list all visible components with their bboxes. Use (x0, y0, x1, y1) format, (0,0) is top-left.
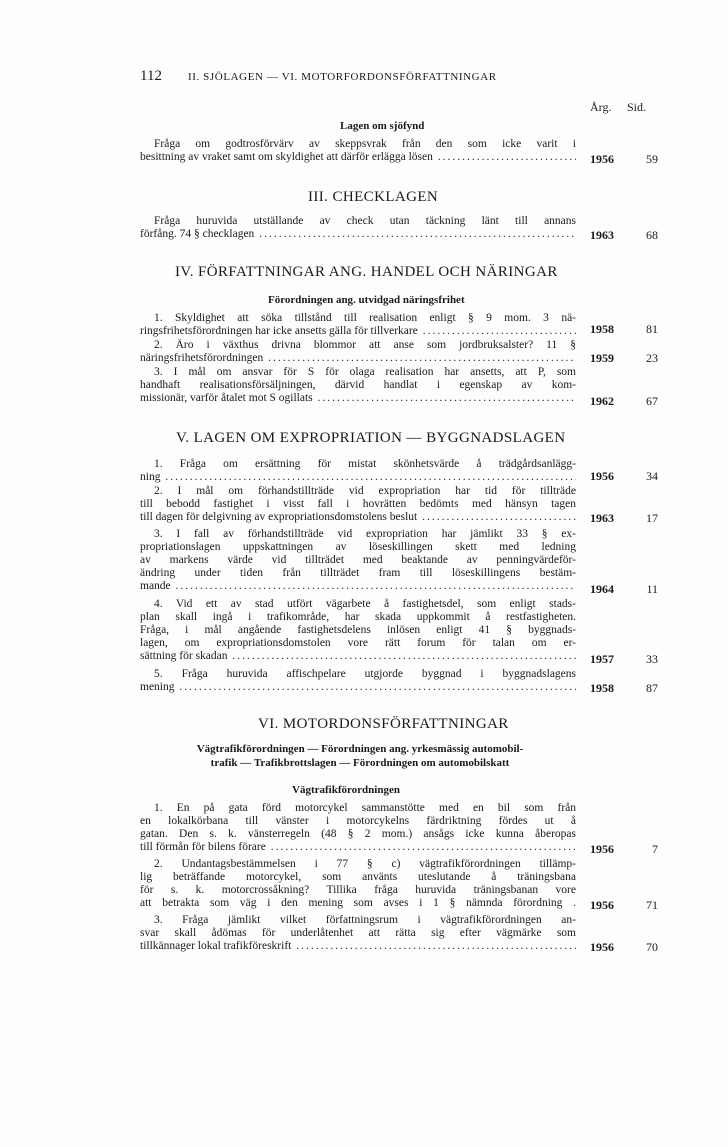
entry-page: 23 (646, 351, 658, 365)
entry-line: tillkännager lokal trafikföreskrift ..... (140, 940, 576, 953)
entry-year: 1956 (590, 940, 614, 954)
subsection-heading: Lagen om sjöfynd (340, 120, 425, 132)
entry-line: till bebodd fastighet i visst fall i hovrätten bedömts med hänsyn tagen (140, 498, 576, 510)
subsection-heading: Förordningen ang. utvidgad näringsfrihet (268, 294, 465, 306)
list-item (140, 366, 576, 405)
entry-line: Fråga om godtrosförvärv av skeppsvrak från den som icke varit i (154, 138, 576, 150)
running-title: II. SJÖLAGEN — VI. MOTORFORDONSFÖRFATTNINGAR (187, 71, 497, 83)
entry-page: 87 (646, 681, 658, 695)
section-title: IV. FÖRFATTNINGAR ANG. HANDEL OCH NÄRINGAR (175, 264, 558, 280)
list-item (140, 458, 576, 484)
list-item (140, 598, 576, 663)
entry-line: svar skall ådömas för underlåtenhet att rätta sig efter vägmärke som (140, 927, 576, 939)
entry-year: 1956 (590, 152, 614, 166)
entry-line: 1. Skyldighet att söka tillstånd till realisation enligt § 9 mom. 3 nä- (154, 312, 576, 324)
list-item (140, 312, 576, 338)
entry-line: 5. Fråga huruvida affischpelare utgjorde byggnad i byggnadslagens (154, 668, 576, 680)
list-item (140, 914, 576, 953)
list-item (140, 802, 576, 854)
subhead-line: trafik — Trafikbrottslagen — Förordningen om automobilskatt (210, 757, 510, 769)
entry-year: 1962 (590, 394, 614, 408)
entry-page: 68 (646, 228, 658, 242)
entry-line: propriationslagen uppskattningen av löseskillingen skett med ledning (140, 541, 576, 553)
entry-line: plan skall ingå i trafikområde, har skada uppkommit å restfastigheten. (140, 611, 576, 623)
entry-line: 4. Vid ett av stad utfört vägarbete å fastighetsdel, som enligt stads- (154, 598, 576, 610)
entry-line: 3. Fråga jämlikt vilket författningsrum i vägtrafikförordningen an- (154, 914, 576, 926)
entry-line: 2. I mål om förhandstillträde vid expropriation har tid för tillträde (154, 485, 576, 497)
entry-line: 2. Undantagsbestämmelsen i 77 § c) vägtrafikförordningen tillämp- (154, 858, 576, 870)
entry-page: 34 (646, 469, 658, 483)
section-title: VI. MOTORDONSFÖRFATTNINGAR (258, 716, 509, 732)
entry-line: till förmån för bilens förare ..... (140, 841, 576, 854)
page-number: 112 (140, 68, 162, 84)
entry-line: 2. Äro i växthus drivna blommor att anse som jordbruksalster? 11 § (154, 339, 576, 351)
entry-line: missionär, varför åtalet mot S ogillats ..... (140, 392, 576, 405)
entry-line: handhaft realisationsförsäljningen, därvid handlat i egenskap av kom- (140, 379, 576, 391)
entry-year: 1957 (590, 652, 614, 666)
entry-page: 7 (652, 842, 658, 856)
entry-page: 67 (646, 394, 658, 408)
entry-year: 1958 (590, 681, 614, 695)
list-item (140, 138, 576, 164)
entry-line: lagen, om expropriationsdomstolen vore rätt forum för talan om er- (140, 637, 576, 649)
entry-year: 1963 (590, 511, 614, 525)
section-title: V. LAGEN OM EXPROPRIATION — BYGGNADSLAGEN (176, 430, 566, 446)
list-item (140, 215, 576, 241)
subhead-line: Vägtrafikförordningen — Förordningen ang. yrkesmässig automobil- (196, 743, 524, 755)
list-item (140, 485, 576, 524)
entry-page: 70 (646, 940, 658, 954)
list-item (140, 339, 576, 365)
entry-page: 71 (646, 898, 658, 912)
entry-year: 1956 (590, 842, 614, 856)
entry-line: förfång. 74 § checklagen ..... (140, 228, 576, 241)
entry-page: 59 (646, 152, 658, 166)
entry-page: 17 (646, 511, 658, 525)
entry-year: 1956 (590, 469, 614, 483)
entry-line: mening ..... (140, 681, 576, 694)
entry-line: ändring under tiden från tillträdet fram till löseskillingens bestäm- (140, 567, 576, 579)
subsection-heading: Vägtrafikförordningen (292, 784, 400, 796)
section-title: III. CHECKLAGEN (308, 189, 439, 205)
entry-line: ning ..... (140, 471, 576, 484)
entry-line: gatan. Den s. k. vänsterregeln (48 § 2 mom.) ansågs icke kunna åberopas (140, 828, 576, 840)
entry-line: besittning av vraket samt om skyldighet att därför erlägga lösen ..... (140, 151, 576, 164)
entry-page: 11 (646, 582, 658, 596)
entry-line: näringsfrihetsförordningen ..... (140, 352, 576, 365)
entry-year: 1964 (590, 582, 614, 596)
page-column-heading: Sid. (627, 100, 647, 114)
entry-line: för s. k. motorcrossåkning? Tillika fråga huruvida träningsbanan vore (140, 884, 576, 896)
entry-line: 3. I mål om ansvar för S för olaga realisation har ansetts, att P, som (154, 366, 576, 378)
entry-line: lig beträffande motorcykel, som använts uteslutande å träningsbana (140, 871, 576, 883)
entry-line: av markens värde vid tillträdet med beaktande av penningvärdeför- (140, 554, 576, 566)
entry-line: 3. I fall av förhandstillträde vid expropriation har jämlikt 33 § ex- (154, 528, 576, 540)
entry-page: 81 (646, 322, 658, 336)
entry-line: 1. En på gata förd motorcykel sammanstötte med en bil som från (154, 802, 576, 814)
entry-line: att betrakta som väg i den mening som avses i 1 § nämnda förordning . (140, 897, 576, 909)
entry-line: till dagen för delgivning av expropriationsdomstolens beslut ..... (140, 511, 576, 524)
entry-line: ringsfrihetsförordningen har icke ansetts gälla för tillverkare ..... (140, 325, 576, 338)
list-item (140, 858, 576, 910)
entry-line: sättning för skadan ..... (140, 650, 576, 663)
entry-year: 1958 (590, 322, 614, 336)
running-header (140, 68, 497, 85)
subsection-heading (140, 742, 580, 770)
entry-year: 1956 (590, 898, 614, 912)
entry-line: en lokalkörbana till vänster i motorcykelns färdriktning fördes ut å (140, 815, 576, 827)
entry-line: Fråga, i mål angående fastighetsdelens inlösen enligt 41 § byggnads- (140, 624, 576, 636)
entry-line: mande ..... (140, 580, 576, 593)
entry-year: 1959 (590, 351, 614, 365)
list-item (140, 668, 576, 694)
entry-line: 1. Fråga om ersättning för mistat skönhetsvärde å trädgårdsanlägg- (154, 458, 576, 470)
year-column-heading: Årg. (590, 100, 612, 114)
list-item (140, 528, 576, 593)
entry-year: 1963 (590, 228, 614, 242)
entry-page: 33 (646, 652, 658, 666)
entry-line: Fråga huruvida utställande av check utan täckning länt till annans (154, 215, 576, 227)
